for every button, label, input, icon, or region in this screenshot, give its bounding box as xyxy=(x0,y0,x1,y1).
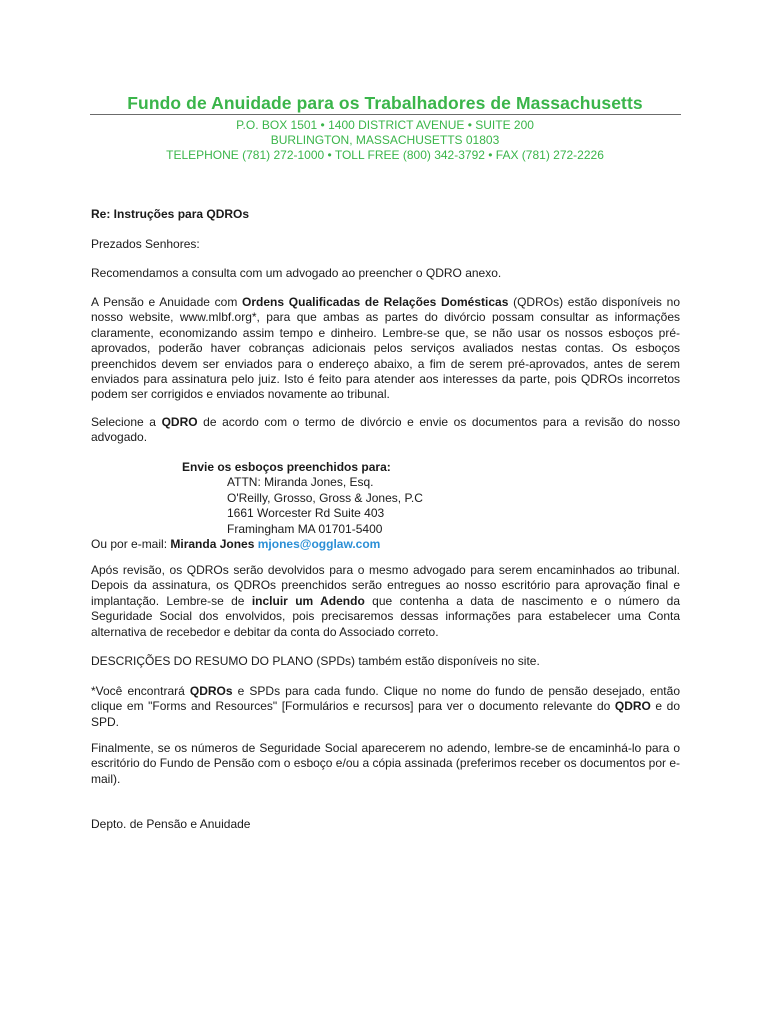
p3-bold: QDRO xyxy=(161,415,198,429)
greeting-text: Prezados Senhores: xyxy=(91,237,200,251)
address-attn: ATTN: Miranda Jones, Esq. xyxy=(227,475,374,490)
p3-text-b: de acordo com o termo de divórcio e envie os documentos para a revisão do nosso advogado. xyxy=(91,415,681,445)
address-line-2: BURLINGTON, MASSACHUSETTS 01803 xyxy=(270,133,500,147)
paragraph-1 xyxy=(91,266,680,281)
signature xyxy=(91,817,680,832)
send-heading: Envie os esboços preenchidos para: xyxy=(182,460,391,474)
p6-text-c: e do SPD. xyxy=(91,699,680,729)
subject-line xyxy=(91,207,680,222)
signature-text: Depto. de Pensão e Anuidade xyxy=(91,817,251,831)
greeting xyxy=(91,237,680,252)
paragraph-1-text: Recomendamos a consulta com um advogado ao preencher o QDRO anexo. xyxy=(91,266,502,280)
paragraph-2 xyxy=(91,295,680,403)
contact-line: TELEPHONE (781) 272-1000 • TOLL FREE (800) 342-3792 • FAX (781) 272-2226 xyxy=(166,148,604,162)
subject: Re: Instruções para QDROs xyxy=(91,207,250,221)
paragraph-5-text: DESCRIÇÕES DO RESUMO DO PLANO (SPDs) também estão disponíveis no site. xyxy=(91,654,540,668)
p2-text-a: A Pensão e Anuidade com xyxy=(91,295,243,309)
email-name: Miranda Jones xyxy=(170,537,255,552)
p2-text-b: (QDROs) estão disponíveis no nosso website, www.mlbf.org*, para que ambas as partes do divórcio possam consultar as informações claramente, economizando assim tempo e dinheiro. Lembre-se que, se não usar os nossos esboços pré-aprovados, poderão haver cobranças adicionais pelos serviços avaliados nestas contas. Os esboços preenchidos devem ser enviados para o endereço abaixo, a fim de serem pré-aprovados, antes de serem enviados para assinatura pelo juiz. Isto é feito para atender aos interesses da parte, pois QDROs incorretos podem ser corrigidos e enviados novamente ao tribunal. xyxy=(91,295,680,402)
header-divider xyxy=(90,114,681,115)
p4-text-b: que contenha a data de nascimento e o número da Seguridade Social dos envolvidos, pois precisaremos dessas informações para estabelecer uma Conta alternativa de recebedor e debitar da conta do Associado correto. xyxy=(91,593,680,639)
org-title: Fundo de Anuidade para os Trabalhadores de Massachusetts xyxy=(127,93,643,113)
address-line-1: P.O. BOX 1501 • 1400 DISTRICT AVENUE • SUITE 200 xyxy=(236,118,534,132)
p6-text-a: *Você encontrará xyxy=(91,684,190,698)
p2-bold: Ordens Qualificadas de Relações Domésticas xyxy=(242,295,509,309)
address-street: 1661 Worcester Rd Suite 403 xyxy=(227,506,385,521)
p4-bold: incluir um Adendo xyxy=(251,593,365,608)
p3-text-a: Selecione a xyxy=(91,415,162,429)
p6-bold-2: QDRO xyxy=(614,699,651,714)
p6-text-b: e SPDs para cada fundo. Clique no nome do fundo de pensão desejado, então clique em "Forms and Resources" [Formulários e recursos] para ver o documento relevante do xyxy=(91,684,680,714)
paragraph-6 xyxy=(91,684,680,730)
email-prefix: Ou por e-mail: xyxy=(91,537,171,552)
address-city: Framingham MA 01701-5400 xyxy=(227,521,383,536)
letterhead xyxy=(0,93,770,114)
p4-text-a: Após revisão, os QDROs serão devolvidos para o mesmo advogado para serem encaminhados ao tribunal. Depois da assinatura, os QDROs preenchidos serão entregues ao nosso escritório para aprovação final e implantação. Lembre-se de xyxy=(91,563,680,608)
address-firm: O'Reilly, Grosso, Gross & Jones, P.C xyxy=(227,490,423,505)
paragraph-5 xyxy=(91,654,680,669)
mailing-block xyxy=(91,460,680,552)
paragraph-7 xyxy=(91,741,680,787)
email-link[interactable]: mjones@ogglaw.com xyxy=(257,537,381,552)
p6-bold-1: QDROs xyxy=(189,684,233,698)
paragraph-7-text: Finalmente, se os números de Seguridade Social aparecerem no adendo, lembre-se de encaminhá-lo para o escritório do Fundo de Pensão com o esboço e/ou a cópia assinada (preferimos receber os documentos por e-mail). xyxy=(91,741,680,786)
paragraph-3 xyxy=(91,415,680,446)
email-line xyxy=(91,537,680,552)
paragraph-4 xyxy=(91,563,680,640)
